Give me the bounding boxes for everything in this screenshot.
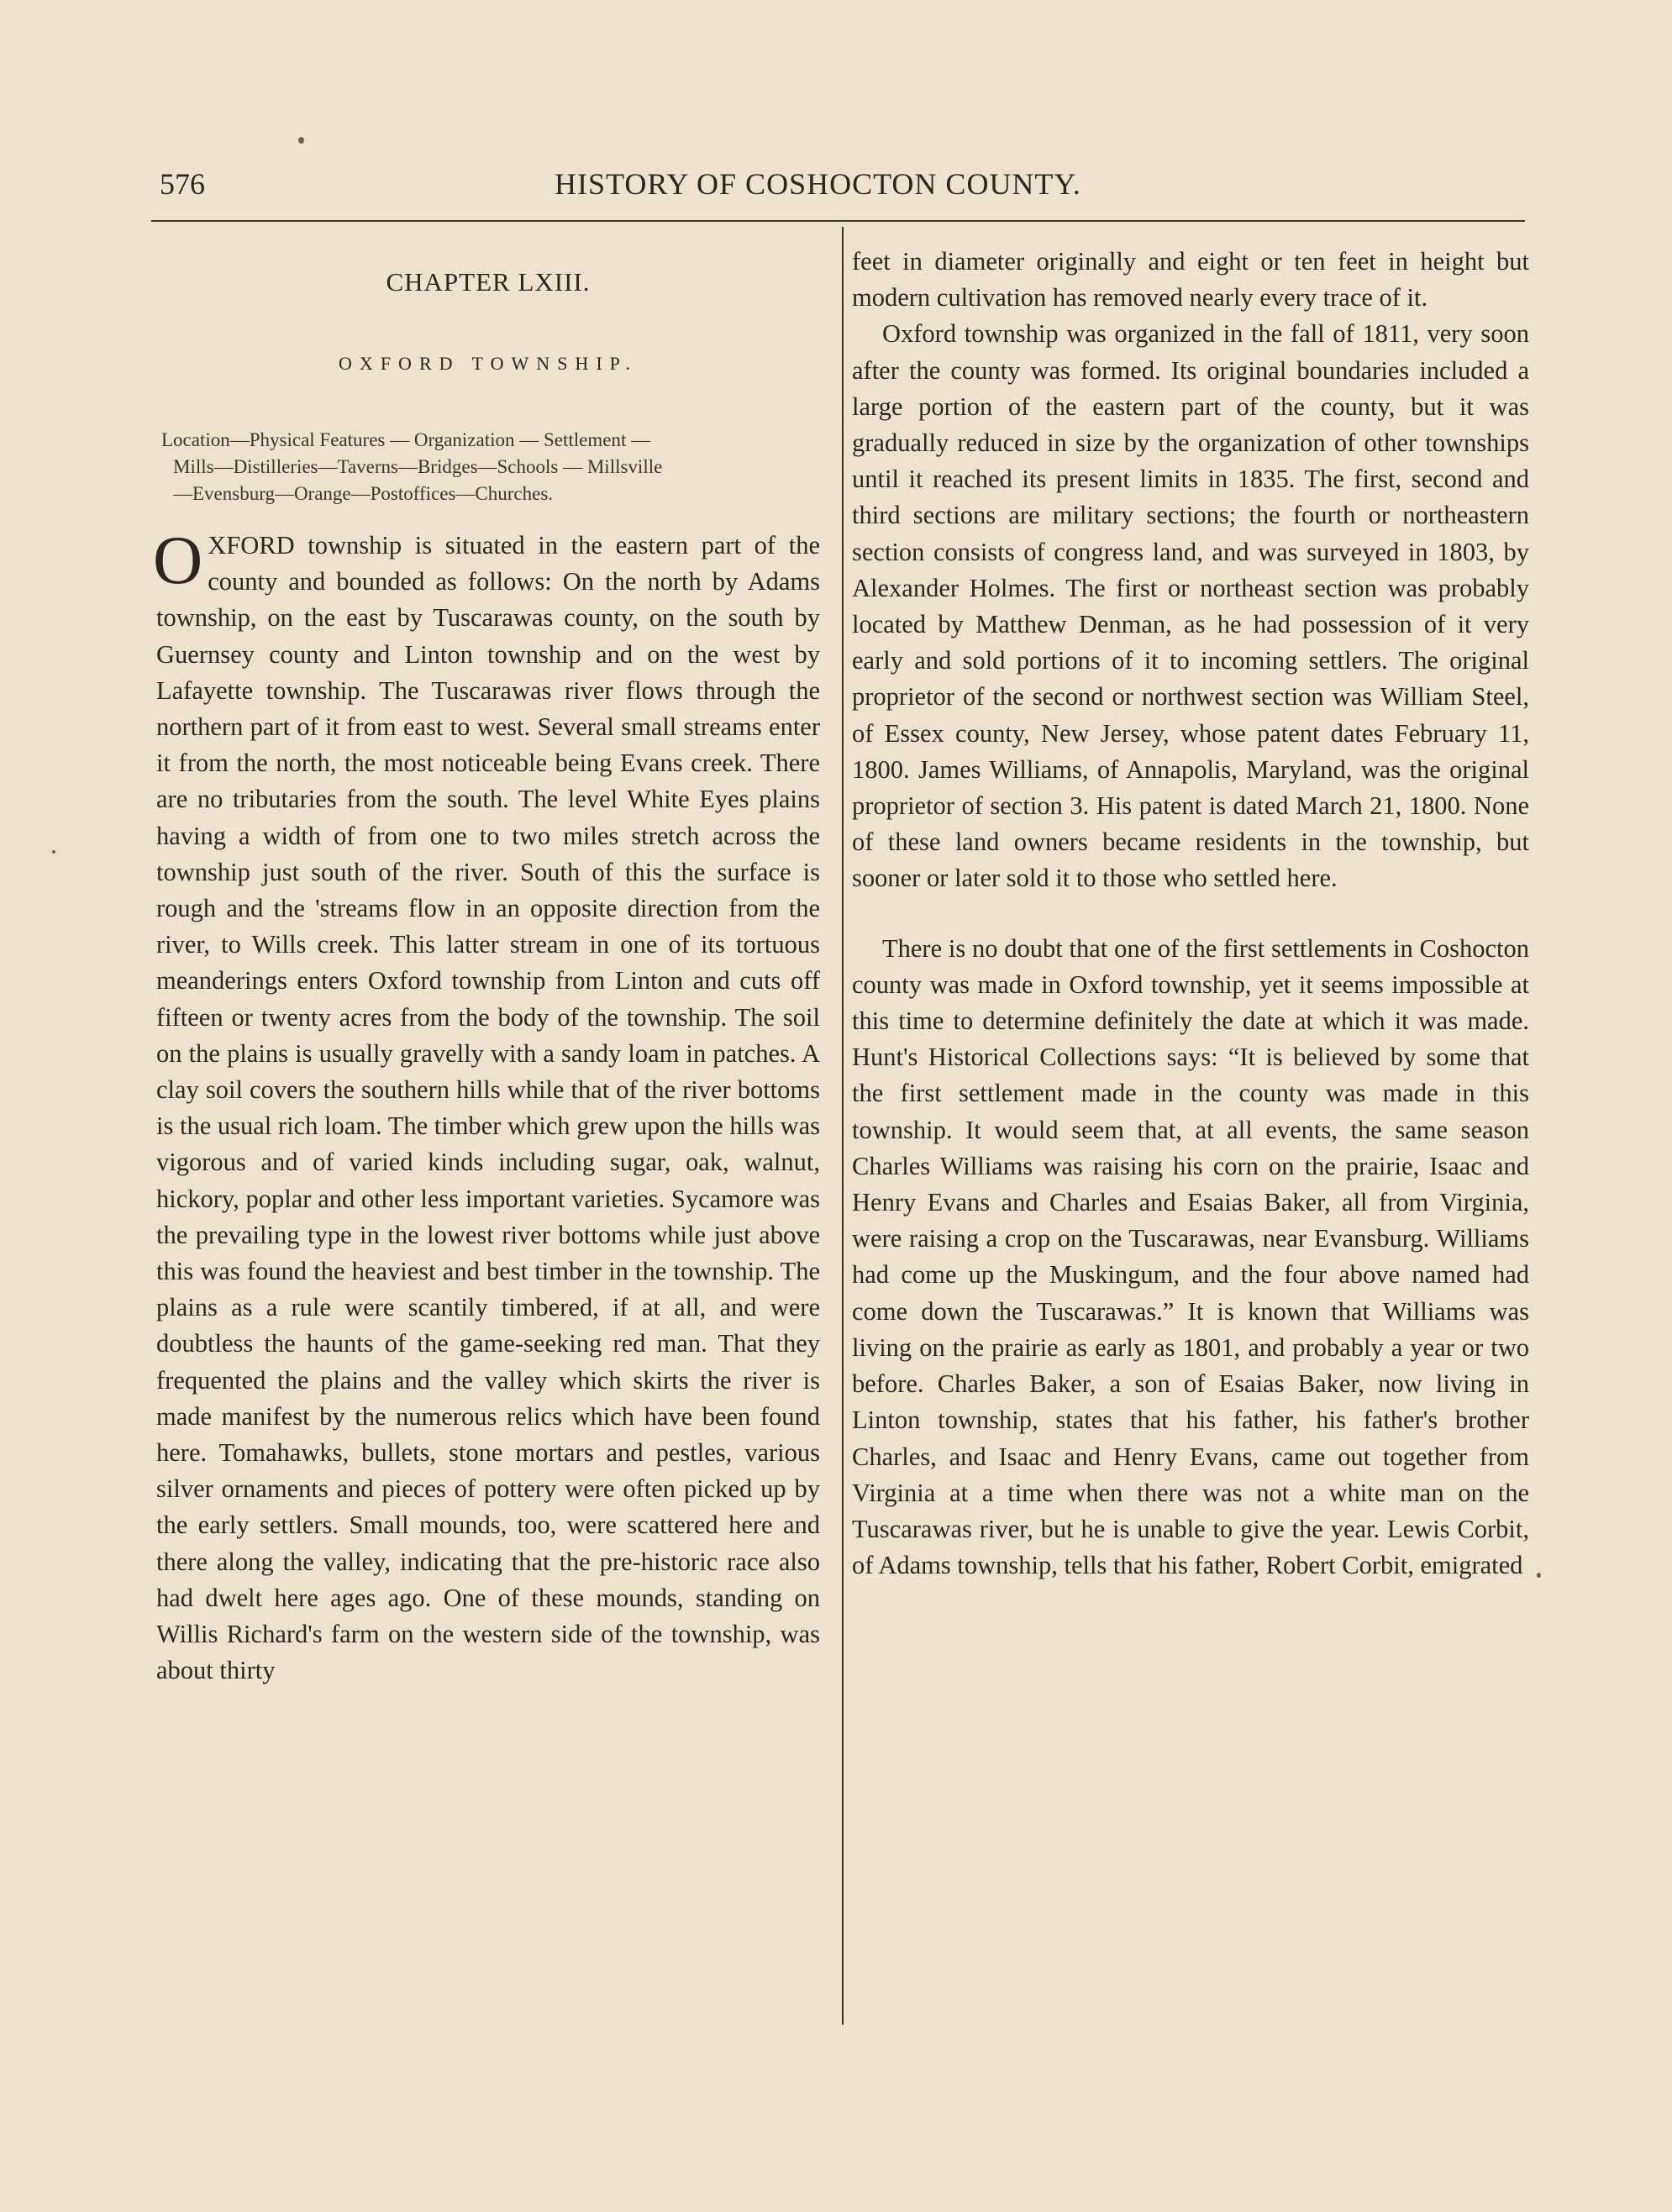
- paragraph-2: Oxford township was organized in the fall of 1811, very soon after the county was formed. Its original boundaries included a large portion of the eastern part of the county, but it was gradually reduced in size by the organization of other townships until it reached its present limits in 1835. The first, second and third sections are military sections; the fourth or northeastern section consists of congress land, and was surveyed in 1803, by Alexander Holmes. The first or northeast section was probably located by Matthew Denman, as he had possession of it very early and sold portions of it to incoming settlers. The original proprietor of the second or northwest section was William Steel, of Essex county, New Jersey, whose patent dates February 11, 1800. James Williams, of Annapolis, Maryland, was the original proprietor of section 3. His patent is dated March 21, 1800. None of these land owners became residents in the township, but sooner or later sold it to those who settled here.: [852, 319, 1529, 893]
- synopsis-line: Location—Physical Features — Organization — Settlement —: [161, 429, 651, 450]
- paragraph-text: XFORD township is situated in the eastern part of the county and bounded as follows: On the north by Adams township, on the east by Tuscarawas county, on the south by Guernsey county and Linton township and on the west by Lafayette township. The Tuscarawas river flows through the northern part of it from east to west. Several small streams enter it from the north, the most noticeable being Evans creek. There are no tributaries from the south. The level White Eyes plains having a width of from one to two miles stretch across the township just south of the river. South of this the surface is rough and the 'streams flow in an opposite direction from the river, to Wills creek. This latter stream in one of its tortuous meanderings enters Oxford township from Linton and cuts off fifteen or twenty acres from the body of the township. The soil on the plains is usually gravelly with a sandy loam in patches. A clay soil covers the southern hills while that of the river bottoms is the usual rich loam. The timber which grew upon the hills was vigorous and of varied kinds including sugar, oak, walnut, hickory, poplar and other less important varieties. Sycamore was the prevailing type in the lowest river bottoms while just above this was found the heaviest and best timber in the township. The plains as a rule were scantily timbered, if at all, and were doubtless the haunts of the game-seeking red man. That they frequented the plains and the valley which skirts the river is made manifest by the numerous relics which have been found here. Tomahawks, bullets, stone mortars and pestles, various silver ornaments and pieces of pottery were often picked up by the early settlers. Small mounds, too, were scattered here and there along the valley, indicating that the pre-historic race also had dwelt here ages ago. One of these mounds, standing on Willis Richard's farm on the western side of the township, was about thirty: [156, 531, 820, 1685]
- chapter-subheading: OXFORD TOWNSHIP.: [339, 353, 638, 374]
- column-divider: [842, 227, 844, 2025]
- paragraph-3: There is no doubt that one of the first settlements in Coshocton county was made in Oxford township, yet it seems impossible at this time to determine definitely the date at which it was made. Hunt's Historical Collections says: “It is believed by some that the first settlement made in the county was made in this township. It would seem that, at all events, the same season Charles Williams was raising his corn on the prairie, Isaac and Henry Evans and Charles and Esaias Baker, all from Virginia, were raising a crop on the Tuscarawas, near Evansburg. Williams had come up the Muskingum, and the four above named had come down the Tuscarawas.” It is known that Williams was living on the prairie as early as 1801, and probably a year or two before. Charles Baker, a son of Esaias Baker, now living in Linton township, states that his father, his father's brother Charles, and Isaac and Henry Evans, came out together from Virginia at a time when there was not a white man on the Tuscarawas river, but he is unable to give the year. Lewis Corbit, of Adams township, tells that his father, Robert Corbit, emigrated: [852, 933, 1529, 1580]
- drop-cap: O: [153, 522, 203, 598]
- paragraph-1: [153, 522, 820, 1689]
- chapter-synopsis: [156, 427, 820, 507]
- speck: [298, 137, 304, 144]
- speck: [52, 850, 55, 854]
- running-head: [160, 166, 1521, 213]
- synopsis-line: Mills—Distilleries—Taverns—Bridges—Schools — Millsville: [173, 456, 663, 477]
- speck: [1537, 1573, 1541, 1578]
- running-title: HISTORY OF COSHOCTON COUNTY.: [555, 167, 1081, 201]
- paragraph-1-continued: feet in diameter originally and eight or ten feet in height but modern cultivation has removed nearly every trace of it.: [852, 247, 1529, 313]
- right-column: [852, 244, 1529, 1584]
- chapter-heading: CHAPTER LXIII.: [386, 267, 591, 297]
- page-number: 576: [160, 167, 205, 201]
- header-rule: [151, 220, 1525, 222]
- synopsis-line: —Evensburg—Orange—Postoffices—Churches.: [173, 483, 554, 504]
- left-column: [153, 244, 820, 1689]
